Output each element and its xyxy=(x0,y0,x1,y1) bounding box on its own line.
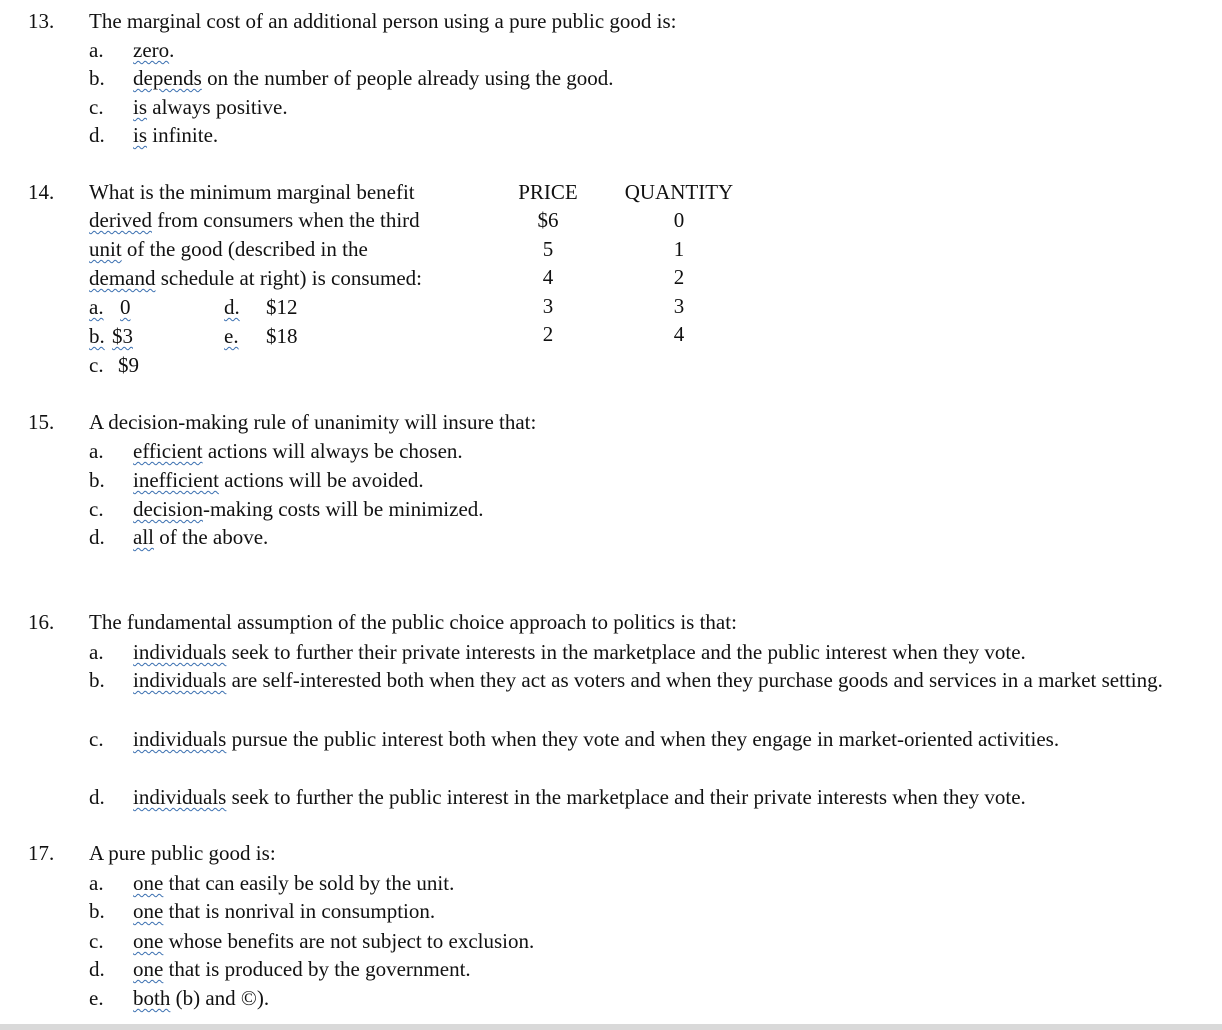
option-letter: d. xyxy=(89,123,105,147)
option-a xyxy=(89,869,455,897)
option-d xyxy=(89,783,1026,811)
question-number: 14. xyxy=(28,180,55,204)
price-cell: 3 xyxy=(542,294,554,318)
option-text: seek to further their private interests in the marketplace and the public interest when they vote. xyxy=(226,640,1026,664)
quantity-cell: 3 xyxy=(673,294,685,318)
answer-letter: a. xyxy=(89,295,104,319)
option-a xyxy=(89,437,463,465)
option-text: on the number of people already using the good. xyxy=(201,66,614,90)
answer-value: 0 xyxy=(120,295,131,319)
question-stem-line xyxy=(89,264,422,292)
price-header: PRICE xyxy=(518,180,578,204)
option-text: (b) and ©). xyxy=(170,986,270,1010)
quantity-column xyxy=(612,178,746,348)
answer-value: $9 xyxy=(118,353,139,377)
price-cell: 5 xyxy=(542,237,554,261)
option-letter: d. xyxy=(89,957,105,981)
price-cell: 4 xyxy=(542,265,554,289)
option-text: that is nonrival in consumption. xyxy=(163,899,436,923)
option-letter: b. xyxy=(89,899,105,923)
option-first-word: individuals xyxy=(133,668,227,692)
option-letter: e. xyxy=(89,986,104,1010)
answer-letter: e. xyxy=(224,324,239,348)
option-text: actions will be avoided. xyxy=(218,468,424,492)
question-number: 16. xyxy=(28,610,55,634)
page-bottom-edge xyxy=(0,1024,1222,1030)
option-d xyxy=(89,523,269,551)
question-number: 15. xyxy=(28,410,55,434)
answer-value: $18 xyxy=(266,324,298,348)
option-first-word: one xyxy=(133,929,164,953)
option-letter: b. xyxy=(89,66,105,90)
question-stem: A pure public good is: xyxy=(89,841,276,865)
option-first-word: all xyxy=(133,525,154,549)
option-letter: d. xyxy=(89,785,105,809)
option-d xyxy=(89,955,471,983)
option-first-word: decision xyxy=(133,497,203,521)
stem-text: of the good (described in the xyxy=(121,237,368,261)
quantity-cell: 4 xyxy=(673,322,685,346)
option-letter: c. xyxy=(89,727,104,751)
option-letter: b. xyxy=(89,468,105,492)
option-first-word: one xyxy=(133,957,164,981)
option-first-word: individuals xyxy=(133,785,227,809)
price-cell: $6 xyxy=(537,208,559,232)
option-c xyxy=(89,495,484,523)
option-b xyxy=(89,64,614,92)
option-letter: a. xyxy=(89,640,104,664)
option-c xyxy=(89,93,288,121)
option-text: that is produced by the government. xyxy=(163,957,471,981)
question-stem: The fundamental assumption of the public choice approach to politics is that: xyxy=(89,610,737,634)
question-stem-line xyxy=(89,235,368,263)
question-stem-line xyxy=(89,206,420,234)
option-b xyxy=(89,466,424,494)
option-letter: a. xyxy=(89,439,104,463)
stem-text: schedule at right) is consumed: xyxy=(155,266,423,290)
option-first-word: one xyxy=(133,899,164,923)
option-text: seek to further the public interest in the marketplace and their private interests when they vote. xyxy=(226,785,1026,809)
answer-letter: c. xyxy=(89,353,104,377)
option-text: of the above. xyxy=(154,525,269,549)
question-stem: The marginal cost of an additional person using a pure public good is: xyxy=(89,9,677,33)
quantity-header: QUANTITY xyxy=(624,180,734,204)
option-e xyxy=(89,984,270,1012)
question-stem: A decision-making rule of unanimity will insure that: xyxy=(89,410,537,434)
price-column xyxy=(508,178,588,348)
stem-first-word: demand xyxy=(89,266,156,290)
option-letter: c. xyxy=(89,95,104,119)
option-text: -making costs will be minimized. xyxy=(202,497,484,521)
option-d xyxy=(89,121,219,149)
answer-letter: d. xyxy=(224,295,240,319)
quantity-cell: 2 xyxy=(673,265,685,289)
option-b xyxy=(89,666,1163,694)
option-first-word: zero xyxy=(133,38,170,62)
question-number: 13. xyxy=(28,9,55,33)
quantity-cell: 1 xyxy=(673,237,685,261)
option-text: are self-interested both when they act as voters and when they purchase goods and services in a market setting. xyxy=(226,668,1163,692)
question-number: 17. xyxy=(28,841,55,865)
option-text: always positive. xyxy=(147,95,288,119)
option-text: . xyxy=(169,38,175,62)
option-c xyxy=(89,725,1060,753)
question-stem-line xyxy=(89,178,415,206)
answer-value: $12 xyxy=(266,295,298,319)
option-letter: c. xyxy=(89,497,104,521)
option-a xyxy=(89,638,1026,666)
option-first-word: inefficient xyxy=(133,468,219,492)
option-letter: b. xyxy=(89,668,105,692)
option-first-word: individuals xyxy=(133,727,227,751)
option-letter: a. xyxy=(89,871,104,895)
answer-value: $3 xyxy=(112,324,133,348)
stem-first-word: unit xyxy=(89,237,122,261)
option-first-word: is xyxy=(133,123,148,147)
option-text: that can easily be sold by the unit. xyxy=(163,871,455,895)
answer-letter: b. xyxy=(89,324,105,348)
stem-first-word: derived xyxy=(89,208,152,232)
option-first-word: depends xyxy=(133,66,202,90)
option-first-word: is xyxy=(133,95,148,119)
option-text: infinite. xyxy=(147,123,219,147)
option-first-word: individuals xyxy=(133,640,227,664)
option-c xyxy=(89,927,535,955)
option-letter: a. xyxy=(89,38,104,62)
option-text: actions will always be chosen. xyxy=(202,439,463,463)
option-first-word: both xyxy=(133,986,171,1010)
price-cell: 2 xyxy=(542,322,554,346)
option-letter: d. xyxy=(89,525,105,549)
option-text: pursue the public interest both when they vote and when they engage in market-oriented activities. xyxy=(226,727,1060,751)
stem-text: What is the minimum marginal benefit xyxy=(89,180,415,204)
quantity-cell: 0 xyxy=(673,208,685,232)
option-text: whose benefits are not subject to exclusion. xyxy=(163,929,535,953)
option-letter: c. xyxy=(89,929,104,953)
stem-text: from consumers when the third xyxy=(151,208,420,232)
option-b xyxy=(89,897,436,925)
option-first-word: efficient xyxy=(133,439,203,463)
option-first-word: one xyxy=(133,871,164,895)
option-a xyxy=(89,36,175,64)
